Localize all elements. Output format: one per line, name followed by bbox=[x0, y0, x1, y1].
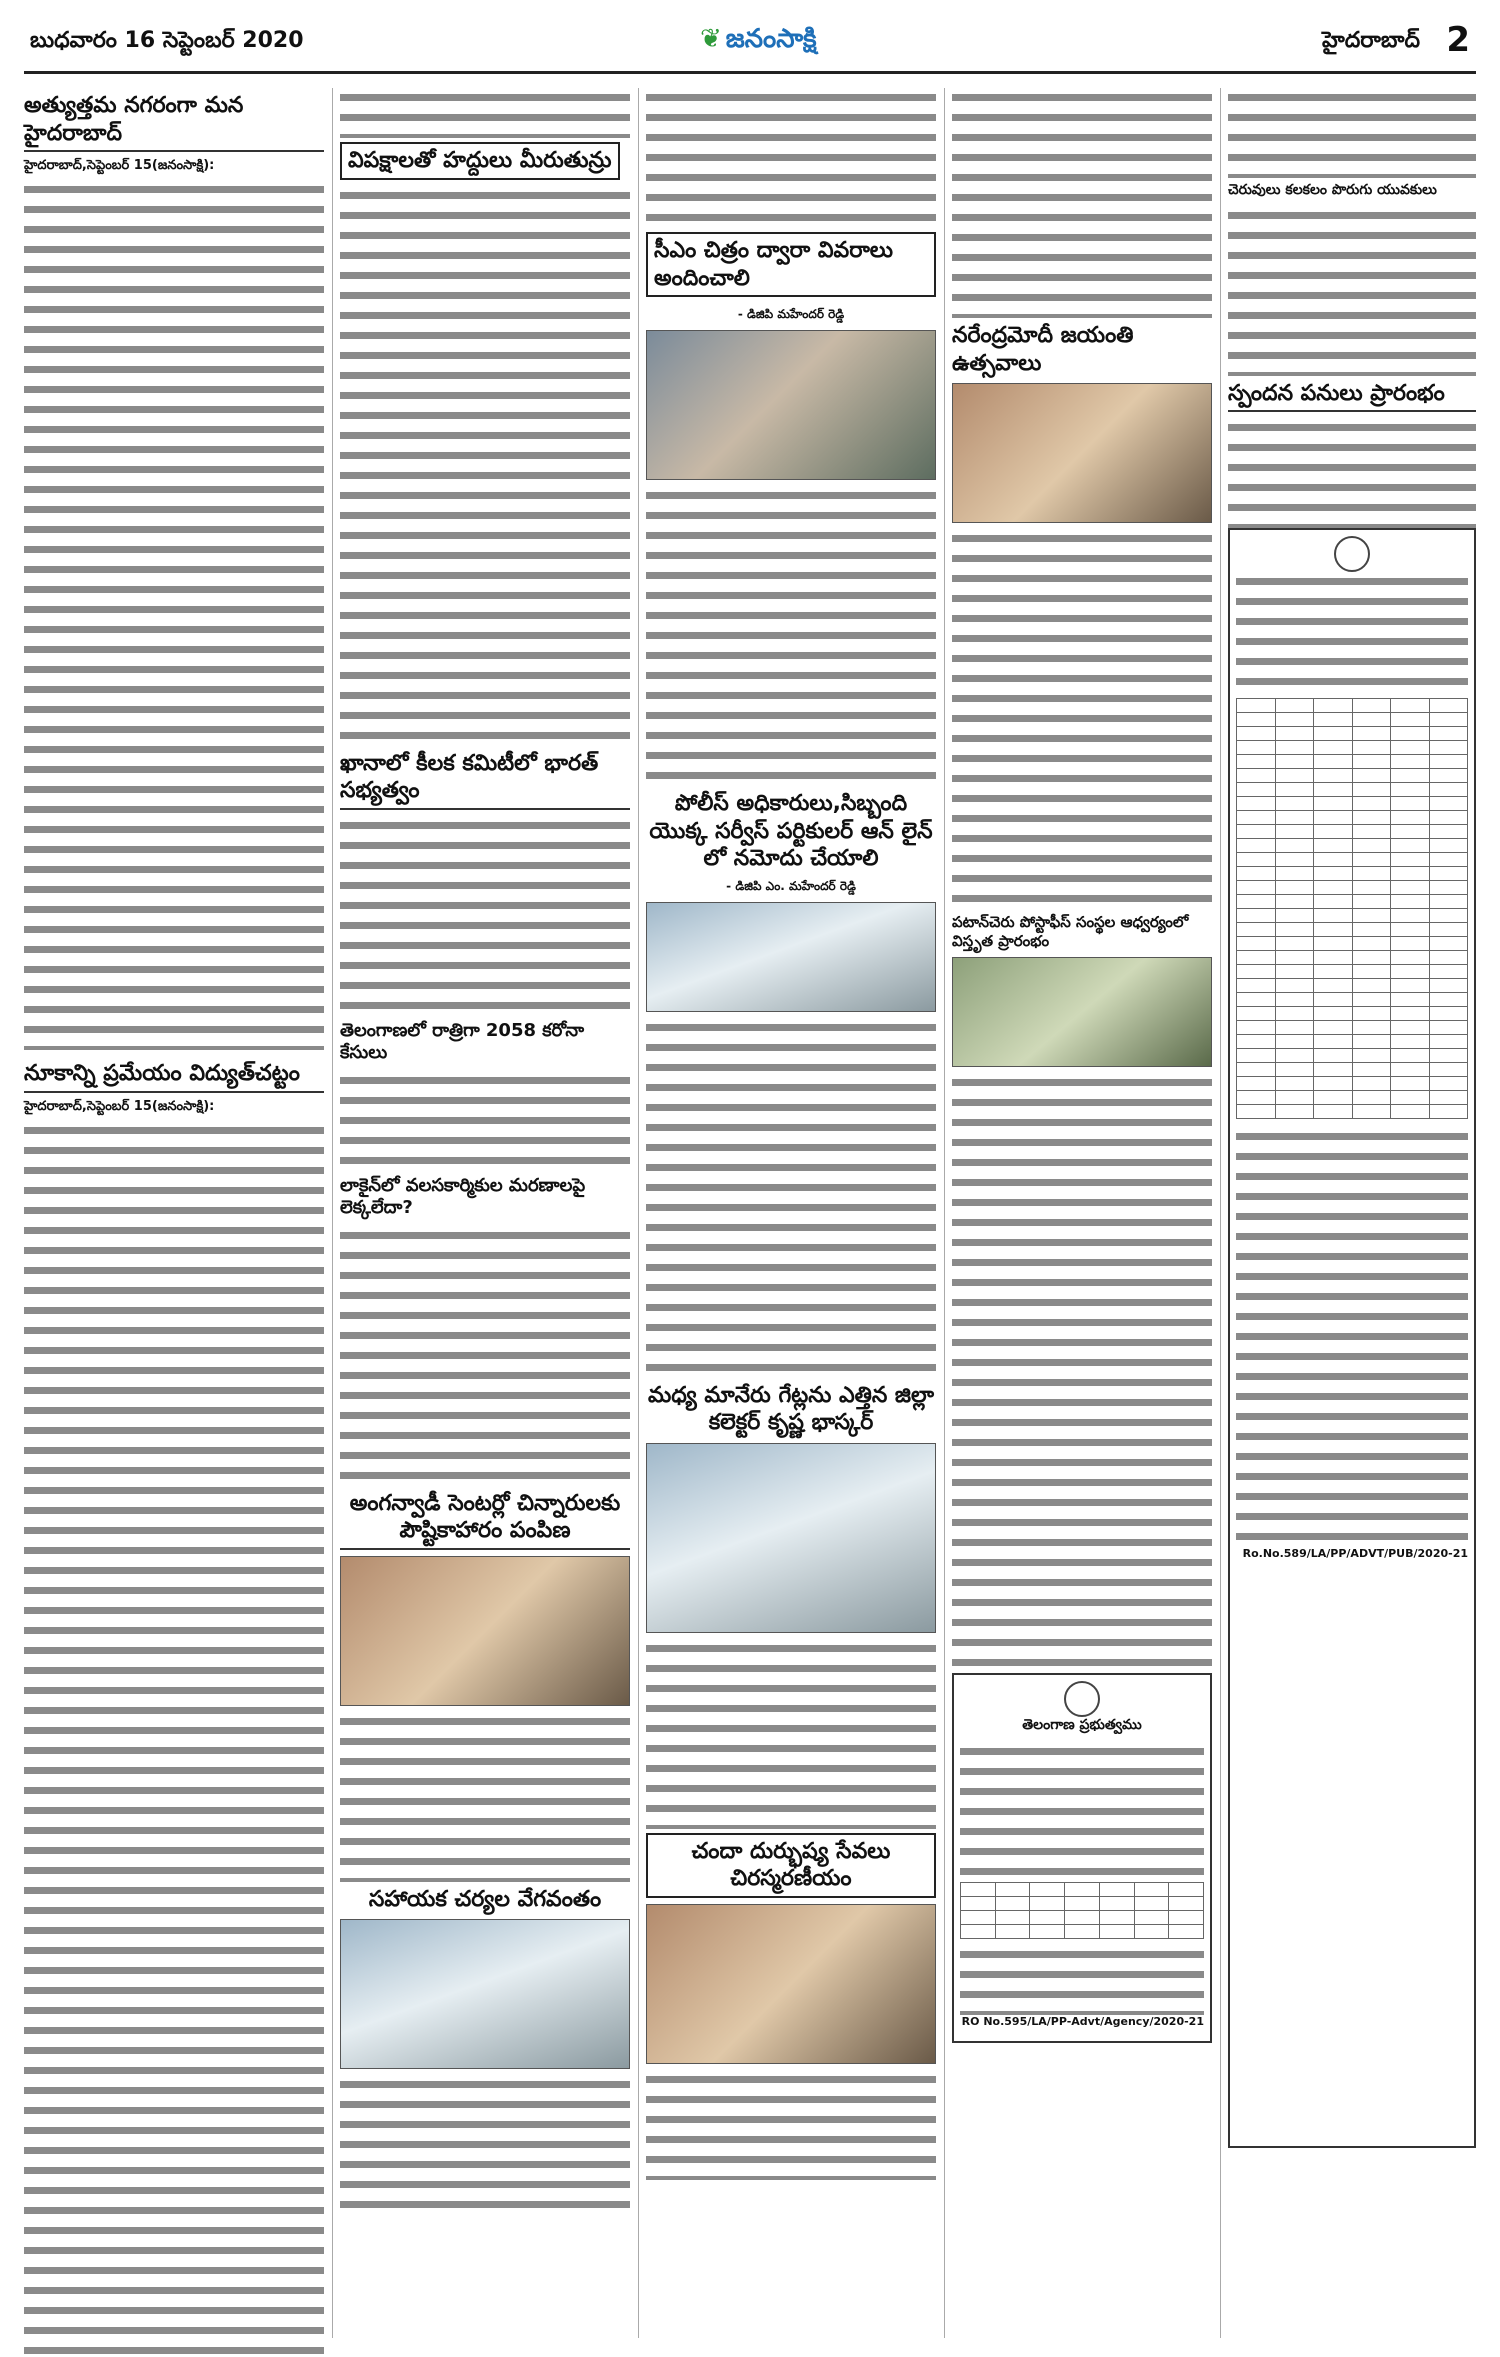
land-notice bbox=[1228, 528, 1476, 2148]
telangana-emblem-icon bbox=[1064, 1681, 1100, 1717]
article-body bbox=[340, 2075, 630, 2215]
article-body bbox=[340, 1071, 630, 1171]
notice-table bbox=[960, 1882, 1204, 1939]
notice-body bbox=[1236, 1127, 1468, 1547]
ad-code: Ro.No.589/LA/PP/ADVT/PUB/2020-21 bbox=[1242, 1547, 1468, 1560]
article-headline: నూకాన్ని ప్రమేయం విద్యుత్‌చట్టం bbox=[24, 1060, 324, 1093]
article-body bbox=[24, 180, 324, 1050]
column-1 bbox=[24, 88, 324, 2357]
event-photo bbox=[646, 1904, 936, 2064]
dam-gates-photo bbox=[646, 1443, 936, 1633]
article-photo bbox=[646, 330, 936, 480]
article-headline: ఖానాలో కీలక కమిటీలో భారత్ సభ్యత్వం bbox=[340, 750, 630, 810]
article-caption: - డిజిపి ఎం. మహేందర్ రెడ్డి bbox=[726, 878, 856, 893]
article-body bbox=[952, 1073, 1212, 1673]
column-3 bbox=[646, 88, 936, 2180]
article-body bbox=[646, 88, 936, 228]
article-body bbox=[340, 816, 630, 1016]
article-body bbox=[340, 1226, 630, 1486]
notice-body bbox=[960, 1945, 1204, 2015]
postoffice-photo bbox=[952, 957, 1212, 1067]
newspaper-logo bbox=[700, 24, 817, 60]
article-body bbox=[24, 1121, 324, 2357]
article-body bbox=[1228, 418, 1476, 528]
notice-body bbox=[1236, 572, 1468, 692]
article-body bbox=[646, 486, 936, 786]
article-headline: అంగన్వాడీ సెంటర్లో చిన్నారులకు పౌష్టికాహారం పంపిణ bbox=[340, 1490, 630, 1550]
notice-body bbox=[960, 1742, 1204, 1882]
article-body bbox=[952, 529, 1212, 909]
ad-code: RO No.595/LA/PP-Advt/Agency/2020-21 bbox=[961, 2014, 1204, 2028]
notice-table bbox=[1236, 698, 1468, 1119]
government-notice bbox=[952, 1673, 1212, 2043]
article-headline: విపక్షాలతో హద్దులు మీరుతున్రు bbox=[340, 142, 620, 180]
article-headline: పోలీస్ అధికారులు,సిబ్బంది యొక్క సర్వీస్ పర్టికులర్ ఆన్ లైన్ లో నమోదు చేయాలి bbox=[649, 791, 933, 871]
column-2 bbox=[340, 88, 630, 2215]
edition-city: హైదరాబాద్ bbox=[1322, 28, 1420, 53]
article-body bbox=[646, 1639, 936, 1829]
article-body bbox=[646, 2070, 936, 2180]
article-caption: - డిజిపి మహేందర్ రెడ్డి bbox=[737, 307, 845, 321]
article-headline: అత్యుత్తమ నగరంగా మన హైదరాబాద్ bbox=[24, 92, 324, 152]
police-meeting-photo bbox=[646, 902, 936, 1012]
leaf-icon: ❦ bbox=[700, 24, 722, 54]
notice-title: తెలంగాణ ప్రభుత్వము bbox=[1022, 1716, 1142, 1733]
article-headline: సహాయక చర్యల వేగవంతం bbox=[368, 1886, 602, 1912]
logo-text: జనంసాక్షి bbox=[725, 24, 817, 54]
issue-date: బుధవారం 16 సెప్టెంబర్ 2020 bbox=[30, 28, 304, 53]
jayanthi-photo bbox=[952, 383, 1212, 523]
article-headline: లాకైన్‌లో వలసకార్మికుల మరణాలపై లెక్కలేదా? bbox=[340, 1174, 586, 1218]
article-headline: స్పందన పనులు ప్రారంభం bbox=[1228, 380, 1476, 413]
article-headline: పటాన్‌చెరు పోస్టాఫీస్ సంస్థల ఆధ్వర్యంలో విస్తృత ప్రారంభం bbox=[952, 913, 1189, 950]
article-body bbox=[646, 1018, 936, 1378]
anganwadi-photo bbox=[340, 1556, 630, 1706]
article-dateline: హైదరాబాద్,సెప్టెంబర్ 15(జనంసాక్షి): bbox=[24, 158, 215, 173]
article-body bbox=[952, 88, 1212, 318]
article-body bbox=[340, 1712, 630, 1882]
article-dateline: హైదరాబాద్,సెప్టెంబర్ 15(జనంసాక్షి): bbox=[24, 1098, 215, 1114]
article-headline: చెరువులు కలకలం పొరుగు యువకులు bbox=[1228, 182, 1437, 198]
telangana-emblem-icon bbox=[1334, 536, 1370, 572]
article-body bbox=[340, 186, 630, 746]
article-headline: చందా దుర్భుష్య సేవలు చిరస్మరణీయం bbox=[646, 1833, 936, 1898]
article-headline: సీఎం చిత్రం ద్వారా వివరాలు అందించాలి bbox=[646, 232, 936, 297]
article-body bbox=[1228, 88, 1476, 178]
column-5 bbox=[1228, 88, 1476, 2148]
relief-photo bbox=[340, 1919, 630, 2069]
article-headline: నరేంద్రమోదీ జయంతి ఉత్సవాలు bbox=[952, 323, 1134, 376]
column-4 bbox=[952, 88, 1212, 2043]
article-headline: తెలంగాణలో రాత్రిగా 2058 కరోనా కేసులు bbox=[340, 1019, 585, 1063]
page-number: 2 bbox=[1446, 20, 1470, 60]
newspaper-page bbox=[24, 16, 1476, 2341]
masthead bbox=[24, 16, 1476, 74]
article-body bbox=[1228, 206, 1476, 376]
article-headline: మధ్య మానేరు గేట్లను ఎత్తిన జిల్లా కలెక్టర్ కృష్ణ భాస్కర్ bbox=[647, 1382, 935, 1435]
article-body bbox=[340, 88, 630, 138]
